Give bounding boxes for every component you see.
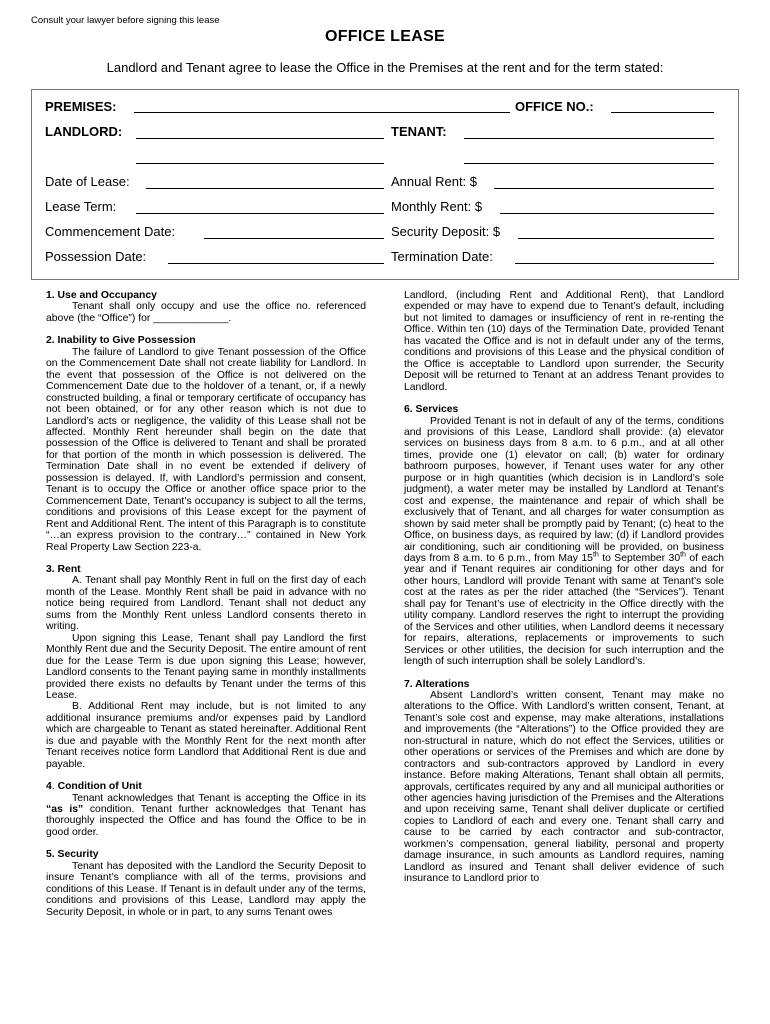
tenant-field[interactable] bbox=[464, 138, 714, 139]
document-title: OFFICE LEASE bbox=[324, 28, 446, 45]
premises-label: PREMISES: bbox=[45, 99, 117, 114]
left-column bbox=[46, 290, 366, 918]
section-2-text: The failure of Landlord to give Tenant possession of the Office on the Commencement Date shall not create liability for Landlord. In the event that possession of the Office is not delivered on the Commencement Date due to the holdover of a tenant, or, if a newly constructed building, a final or temporary certificate of occupancy has not been obtained, or for any other reason which is not due to Landlord’s acts or negligence, the validity of this Lease shall not be affected. Monthly Rent hereunder shall begin on the date that possession of the Office is delivered to Tenant and shall be prorated for that portion of the month in which possession is delivered. The Termination Date shall in no event be extended if delivery of possession is delayed. If, with Landlord’s permission and consent, Tenant is to occupy the Office or another office space prior to the Commencement Date, Tenant’s occupancy is subject to all the terms, conditions and provisions of this Lease except for the payment of Rent and Additional Rent. The intent of this Paragraph is to constitute “…an express provision to the contrary…” contained in New York Real Property Law Section 223-a. bbox=[46, 346, 366, 553]
security-deposit-field[interactable] bbox=[518, 238, 714, 239]
termination-date-label: Termination Date: bbox=[391, 249, 493, 264]
security-deposit-label: Security Deposit: $ bbox=[391, 224, 501, 239]
lease-term-label: Lease Term: bbox=[45, 199, 117, 214]
section-2-heading: 2. Inability to Give Possession bbox=[46, 335, 196, 347]
section-6-heading: 6. Services bbox=[404, 404, 459, 416]
landlord-field-line-2[interactable] bbox=[136, 163, 384, 164]
office-no-label: OFFICE NO.: bbox=[515, 99, 594, 114]
section-7-text: Absent Landlord’s written consent, Tenant may make no alterations to the Office. With Landlord’s written consent, Tenant, at Tenant’s sole cost and expense, may make alterations, installations and improvements (the “Alterations”) to the Office provided they are non-structural in nature, which do not effect the Services, utilities or other operations or services of the Premises and which are done by contractors and sub-contractors approved by Landlord in every instance. Before making Alterations, Tenant shall obtain all permits, approvals, certificates required by any and all municipal authorities or other agencies having jurisdiction of the Premises and the Alterations and upon receiving same, Tenant shall deliver duplicate or certified copies to Landlord of each and every one. Tenant shall carry and cause to be carried by each contractor and sub-contractor, workmen’s compensation, general liability, personal and property damage insurance, in such amounts as Landlord requires, naming Landlord as insured and Tenant shall deliver evidence of such insurance to Landlord prior to bbox=[404, 689, 724, 885]
premises-field[interactable] bbox=[134, 112, 510, 113]
possession-date-field[interactable] bbox=[168, 263, 384, 264]
section-7-heading: 7. Alterations bbox=[404, 678, 470, 690]
section-1-text: Tenant shall only occupy and use the office no. referenced above (the “Office”) for _____________. bbox=[46, 301, 366, 324]
lawyer-notice: Consult your lawyer before signing this lease bbox=[31, 15, 220, 26]
landlord-label: LANDLORD: bbox=[45, 124, 123, 139]
monthly-rent-field[interactable] bbox=[500, 213, 714, 214]
right-column bbox=[404, 290, 724, 885]
intro-sentence: Landlord and Tenant agree to lease the Office in the Premises at the rent and for the term stated: bbox=[106, 60, 664, 75]
section-4-text: Tenant acknowledges that Tenant is accepting the Office in its “as is” condition. Tenant further acknowledges that Tenant has thoroughly inspected the Office and has found the Office to be in good order. bbox=[46, 792, 366, 838]
possession-date-label: Possession Date: bbox=[45, 249, 147, 264]
section-5-continued-text: Landlord, (including Rent and Additional Rent), that Landlord expended or may have to expend due to Tenant’s default, including but not limited to damages or insufficiency of rent in re-renting the Office. Within ten (10) days of the Termination Date, provided Tenant has vacated the Office and is not in default under any of the terms, conditions and provisions of this Lease and the physical condition of the Office is acceptable to Landlord upon surrender, the Security Deposit will be returned to Tenant at an address Tenant provides to Landlord. bbox=[404, 290, 724, 393]
section-3-paragraph-a: A. Tenant shall pay Monthly Rent in full on the first day of each month of the Lease. Monthly Rent shall be paid in advance with no notice being required from Landlord. Tenant shall not deduct any sums from the Monthly Rent unless Landlord consents thereto in writing. bbox=[46, 575, 366, 633]
annual-rent-field[interactable] bbox=[494, 188, 714, 189]
commencement-date-label: Commencement Date: bbox=[45, 224, 176, 239]
lease-term-field[interactable] bbox=[136, 213, 384, 214]
monthly-rent-label: Monthly Rent: $ bbox=[391, 199, 483, 214]
tenant-field-line-2[interactable] bbox=[464, 163, 714, 164]
section-3-paragraph-b: B. Additional Rent may include, but is not limited to any additional insurance premiums and/or expenses paid by Landlord which are chargeable to Tenant as stated hereinafter. Additional Rent is due and payable with the Monthly Rent for the next month after Tenant receives notice form Landlord that Additional Rent is due and payable. bbox=[46, 701, 366, 770]
date-of-lease-label: Date of Lease: bbox=[45, 174, 130, 189]
section-6-text: Provided Tenant is not in default of any of the terms, conditions and provisions of this Lease, Landlord shall provide: (a) elevator services on business days from 8 a.m. to 6 p.m., and at all other times, provide one (1) elevator on call; (b) water for ordinary bathroom purposes, however, if Tenant uses water for any other purpose or in high quantities (which decision is in Landlord’s sole judgment), a water meter may be installed by Landlord at Tenant’s cost and expense, the maintenance and repair of which shall be exclusively that of Tenant, and all charges for water consumption as shown by said meter shall be promptly paid by Tenant; (c) heat to the Office, on business days, as required by law; (d) if Landlord provides air conditioning, such air conditioning will be provided, on business days from 8 a.m. to 6 p.m., from May 15th to September 30th of each year and if Tenant requires air conditioning for other days and for other hours, Landlord will provide Tenant with same at Tenant’s sole cost at the rates as per the rider attached (the “Services”). Tenant shall pay for Tenant’s use of electricity in the Office directly with the utility company. Landlord reserves the right to interrupt the providing of the Services and other utilities, when Landlord deems it necessary for repairs, alterations, replacements or improvements to such Services or other utilities, the decision for such interruption and the length of such interruption shall be solely Landlord’s. bbox=[404, 415, 724, 668]
commencement-date-field[interactable] bbox=[204, 238, 384, 239]
section-5-heading: 5. Security bbox=[46, 849, 99, 861]
date-of-lease-field[interactable] bbox=[146, 188, 384, 189]
landlord-field[interactable] bbox=[136, 138, 384, 139]
section-4-heading: 4. Condition of Unit bbox=[46, 781, 142, 793]
section-1-heading: 1. Use and Occupancy bbox=[46, 290, 157, 301]
section-3-heading: 3. Rent bbox=[46, 563, 81, 575]
office-no-field[interactable] bbox=[611, 112, 714, 113]
termination-date-field[interactable] bbox=[515, 263, 714, 264]
section-5-text: Tenant has deposited with the Landlord the Security Deposit to insure Tenant’s compliance with all of the terms, provisions and conditions of this Lease. If Tenant is in default under any of the terms, conditions and provisions of this Lease, Landlord may apply the Security Deposit, in whole or in part, to any sums Tenant owes bbox=[46, 860, 366, 918]
section-3-paragraph-a2: Upon signing this Lease, Tenant shall pay Landlord the first Monthly Rent due and the Security Deposit. The entire amount of rent due for the Lease Term is due upon signing this Lease; however, Landlord consents to the Tenant paying same in monthly installments provided there exists no defaults by Tenant under the terms of this Lease. bbox=[46, 632, 366, 701]
tenant-label: TENANT: bbox=[391, 124, 447, 139]
annual-rent-label: Annual Rent: $ bbox=[391, 174, 478, 189]
